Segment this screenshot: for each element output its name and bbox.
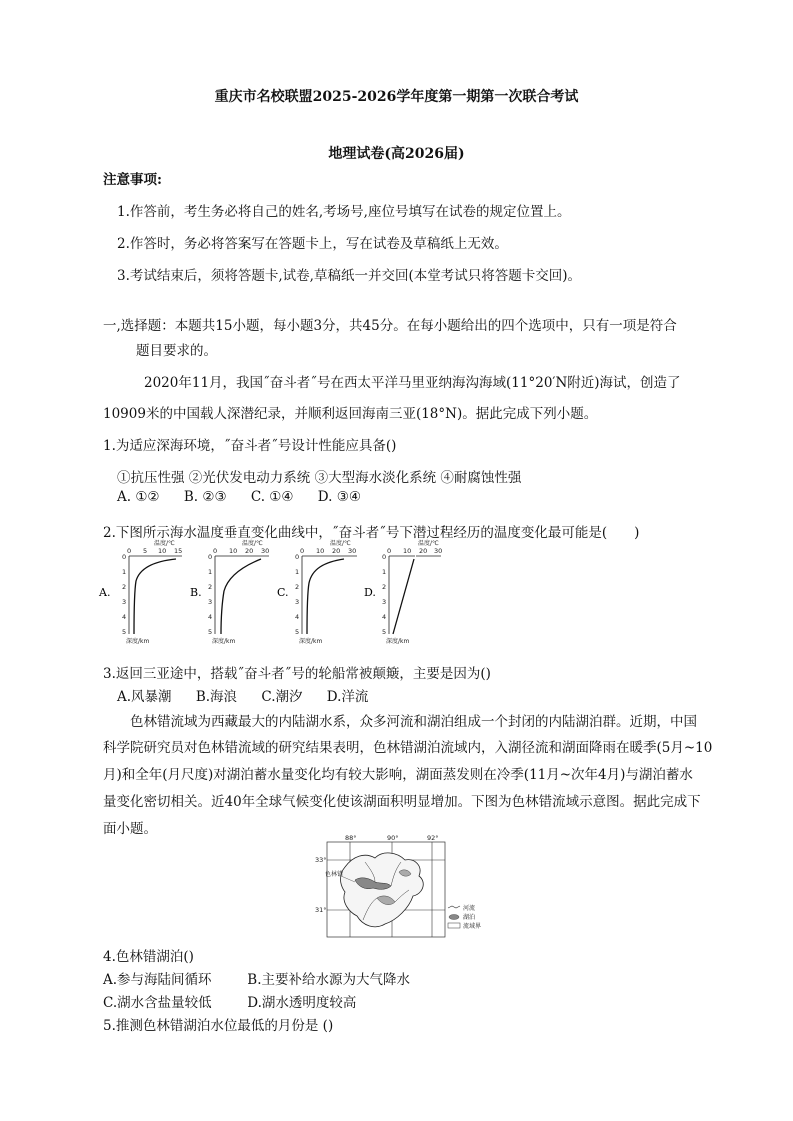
passage2-line1: 色林错流域为西藏最大的内陆湖水系，众多河流和湖泊组成一个封闭的内陆湖泊群。近期，中国 xyxy=(130,714,697,730)
panel-a-depth-1: 1 xyxy=(122,568,127,576)
panel-a-temp-label: 温度/℃ xyxy=(154,540,175,547)
panel-b-curve xyxy=(221,559,261,634)
legend-lake-symbol xyxy=(449,915,459,920)
q1-option-d[interactable]: D. ③④ xyxy=(317,489,361,505)
legend-boundary: 流域界 xyxy=(463,923,482,930)
passage1-line1: 2020年11月，我国˝奋斗者˝号在西太平洋马里亚纳海沟海域(11°20′N附近)海试，创造了 xyxy=(144,375,681,391)
panel-b xyxy=(190,539,269,645)
panel-c-depth-1: 1 xyxy=(295,568,300,576)
q4-option-a[interactable]: A.参与海陆间循环 xyxy=(103,972,212,988)
panel-d-depth-label: 深度/km xyxy=(386,638,410,645)
panel-c-depth-label: 深度/km xyxy=(299,638,323,645)
notice-item-1: 1.作答前，考生务必将自己的姓名,考场号,座位号填写在试卷的规定位置上。 xyxy=(117,204,571,220)
panel-c-tick-3: 30 xyxy=(348,547,357,555)
panel-d-depth-5: 5 xyxy=(382,628,387,636)
panel-c xyxy=(277,539,357,645)
panel-c-curve xyxy=(307,559,344,634)
temperature-depth-figure xyxy=(96,537,439,649)
panel-c-tick-2: 20 xyxy=(332,547,341,555)
panel-a-depth-5: 5 xyxy=(122,628,127,636)
panel-c-tick-1: 10 xyxy=(316,547,325,555)
panel-a-depth-label: 深度/km xyxy=(126,638,150,645)
q1-options xyxy=(117,489,381,505)
passage2-line4: 量变化密切相关。近40年全球气候变化使该湖面积明显增加。下图为色林错流域示意图。据此完成下 xyxy=(103,794,701,810)
panel-b-letter: B. xyxy=(190,586,202,599)
panel-a-tick-0: 0 xyxy=(127,547,132,555)
panel-b-tick-3: 30 xyxy=(261,547,270,555)
q2-stem: 2.下图所示海水温度垂直变化曲线中，˝奋斗者˝号下潜过程经历的温度变化最可能是( ) xyxy=(103,525,640,541)
panel-b-depth-label: 深度/km xyxy=(212,638,236,645)
q4-option-c[interactable]: C.湖水含盐量较低 xyxy=(103,995,212,1011)
panel-d-depth-4: 4 xyxy=(382,613,387,621)
exam-title: 重庆市名校联盟2025-2026学年度第一期第一次联合考试 xyxy=(214,89,579,105)
map-lake-label: 色林错 xyxy=(325,871,344,878)
section-intro-line2: 题目要求的。 xyxy=(136,343,217,359)
panel-d-tick-2: 20 xyxy=(419,547,428,555)
panel-d-axis-extension xyxy=(416,537,446,562)
panel-b-depth-0: 0 xyxy=(208,553,213,561)
q1-items: ①抗压性强 ②光伏发电动力系统 ③大型海水淡化系统 ④耐腐蚀性强 xyxy=(117,470,522,486)
panel-d-tick-3: 30 xyxy=(434,547,443,555)
notice-item-3: 3.考试结束后，须将答题卡,试卷,草稿纸一并交回(本堂考试只将答题卡交回)。 xyxy=(117,268,581,284)
panel-c-depth-2: 2 xyxy=(295,583,300,591)
q4-stem: 4.色林错湖泊() xyxy=(103,949,194,965)
map-lon-88: 88° xyxy=(345,834,357,842)
panel-a xyxy=(98,539,182,645)
legend-river: 河流 xyxy=(463,905,476,912)
q3-option-d[interactable]: D.洋流 xyxy=(326,689,369,705)
panel-b-tick-2: 20 xyxy=(245,547,254,555)
panel-b-depth-5: 5 xyxy=(208,628,213,636)
panel-c-depth-4: 4 xyxy=(295,613,300,621)
legend-boundary-symbol xyxy=(448,923,460,928)
panel-d-temp-label: 温度/℃ xyxy=(418,540,439,547)
q1-option-b[interactable]: B. ②③ xyxy=(183,489,227,505)
panel-c-temp-label: 温度/℃ xyxy=(330,540,351,547)
panel-c-depth-0: 0 xyxy=(295,553,300,561)
passage2-line3: 月)和全年(月尺度)对湖泊蓄水量变化均有较大影响，湖面蒸发则在冷季(11月~次年4月)与湖泊蓄水 xyxy=(103,767,693,783)
panel-b-tick-0: 0 xyxy=(213,547,218,555)
panel-d-letter: D. xyxy=(364,586,376,599)
exam-subtitle: 地理试卷(高2026届) xyxy=(328,146,465,162)
q3-option-a[interactable]: A.风暴潮 xyxy=(117,689,172,705)
q4-option-b[interactable]: B.主要补给水源为大气降水 xyxy=(247,972,411,988)
panel-d-depth-3: 3 xyxy=(382,598,387,606)
map-lat-31: 31° xyxy=(315,906,327,914)
panel-a-tick-3: 15 xyxy=(174,547,183,555)
panel-d-depth-2: 2 xyxy=(382,583,387,591)
section-intro-line1: 一,选择题：本题共15小题，每小题3分，共45分。在每小题给出的四个选项中，只有一项是符合 xyxy=(103,318,677,334)
panel-a-depth-3: 3 xyxy=(122,598,127,606)
q4-options-row1 xyxy=(103,968,410,988)
legend-river-symbol xyxy=(448,906,460,908)
legend-lake: 湖泊 xyxy=(463,914,476,921)
panel-d-curve xyxy=(393,559,414,634)
panel-d-tick-1: 10 xyxy=(403,547,412,555)
q3-options xyxy=(117,685,388,705)
passage2-line2: 科学院研究员对色林错流域的研究结果表明，色林错湖泊流域内，入湖径流和湖面降雨在暖季(5月~10 xyxy=(103,740,713,756)
notice-heading: 注意事项: xyxy=(103,172,162,188)
panel-c-tick-0: 0 xyxy=(300,547,305,555)
map-lon-92: 92° xyxy=(427,834,439,842)
panel-a-curve xyxy=(134,559,176,634)
panel-a-depth-0: 0 xyxy=(122,553,127,561)
panel-d-depth-1: 1 xyxy=(382,568,387,576)
panel-b-depth-3: 3 xyxy=(208,598,213,606)
panel-d-depth-0: 0 xyxy=(382,553,387,561)
q1-option-c[interactable]: C. ①④ xyxy=(250,489,294,505)
basin-boundary xyxy=(341,853,424,927)
q5-stem: 5.推测色林错湖泊水位最低的月份是 () xyxy=(103,1018,334,1034)
passage1-line2: 10909米的中国载人深潜纪录，并顺利返回海南三亚(18°N)。据此完成下列小题。 xyxy=(103,406,598,422)
q3-option-c[interactable]: C.潮汐 xyxy=(261,689,303,705)
panel-c-depth-5: 5 xyxy=(295,628,300,636)
passage2-line5: 面小题。 xyxy=(103,821,157,837)
notice-item-2: 2.作答时，务必将答案写在答题卡上，写在试卷及草稿纸上无效。 xyxy=(117,236,508,252)
map-lon-90: 90° xyxy=(387,834,399,842)
panel-d-tick-0: 0 xyxy=(387,547,392,555)
q3-stem: 3.返回三亚途中，搭载˝奋斗者˝号的轮船常被颠簸，主要是因为() xyxy=(103,666,491,682)
panel-b-depth-4: 4 xyxy=(208,613,213,621)
panel-b-temp-label: 温度/℃ xyxy=(242,540,263,547)
q3-option-b[interactable]: B.海浪 xyxy=(195,689,238,705)
panel-b-tick-1: 10 xyxy=(229,547,238,555)
panel-a-tick-2: 10 xyxy=(158,547,167,555)
panel-a-letter: A. xyxy=(99,586,111,599)
selinco-basin-map xyxy=(305,832,485,940)
panel-a-depth-2: 2 xyxy=(122,583,127,591)
panel-a-tick-1: 5 xyxy=(143,547,148,555)
q4-options-row2 xyxy=(103,991,356,1011)
q1-stem: 1.为适应深海环境，˝奋斗者˝号设计性能应具备() xyxy=(103,438,397,454)
panel-c-letter: C. xyxy=(277,586,289,599)
map-lat-33: 33° xyxy=(315,856,327,864)
panel-c-depth-3: 3 xyxy=(295,598,300,606)
panel-b-depth-2: 2 xyxy=(208,583,213,591)
panel-b-depth-1: 1 xyxy=(208,568,213,576)
panel-a-depth-4: 4 xyxy=(122,613,127,621)
q4-option-d[interactable]: D.湖水透明度较高 xyxy=(247,995,357,1011)
q1-option-a[interactable]: A. ①② xyxy=(117,489,160,505)
